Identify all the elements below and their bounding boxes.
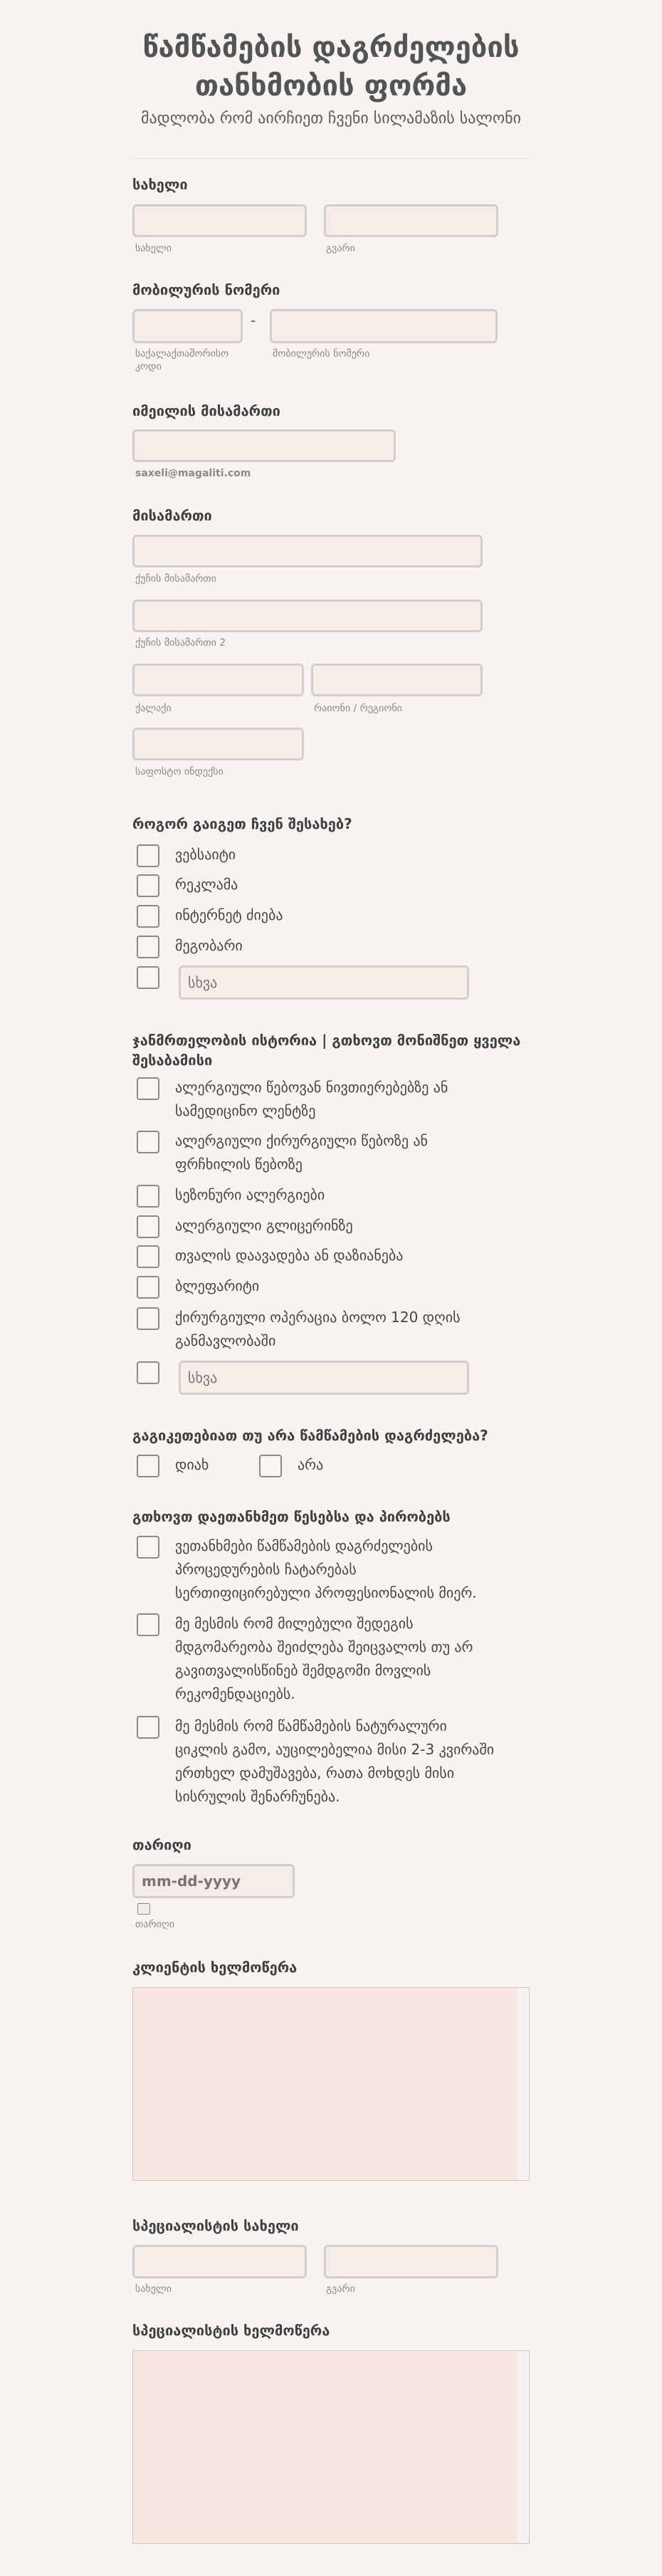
health-seasonal-allergy-label: სეზონური ალერგიები xyxy=(175,1186,325,1203)
health-glycerin-allergy-checkbox[interactable] xyxy=(137,1215,159,1238)
referral-ad-checkbox[interactable] xyxy=(137,874,159,897)
terms-refill-text-line4: სისრულის შენარჩუნება. xyxy=(175,1788,340,1805)
terms-consent-text-line3: სერთიფიცირებული პროფესიონალის მიერ. xyxy=(175,1584,477,1601)
terms-aftercare-text-line3: გავითვალისწინებ შემდგომი მოვლის xyxy=(175,1662,431,1679)
health-adhesive-allergy-label-line1: ალერგიული წებოვან ნივთიერებებზე ან xyxy=(175,1079,448,1096)
terms-aftercare-text-line4: რეკომენდაციებს. xyxy=(175,1685,295,1702)
area-code-input[interactable] xyxy=(132,309,243,343)
health-eye-disease-label: თვალის დაავადება ან დაზიანება xyxy=(175,1247,404,1264)
health-seasonal-allergy-checkbox[interactable] xyxy=(137,1185,159,1208)
referral-other-input[interactable] xyxy=(179,965,469,1000)
referral-label: როგორ გაიგეთ ჩვენ შესახებ? xyxy=(132,815,352,832)
health-adhesive-allergy-label-line2: სამედიცინო ლენტზე xyxy=(175,1102,316,1119)
referral-search-checkbox[interactable] xyxy=(137,905,159,928)
street-address2-input[interactable] xyxy=(132,600,483,632)
terms-label: გთხოვთ დაეთანხმეთ წესებსა და პირობებს xyxy=(132,1508,451,1525)
area-code-sublabel: საქალაქთაშორისო კოდი xyxy=(135,348,229,372)
health-surgical-glue-checkbox[interactable] xyxy=(137,1131,159,1153)
extended-yes-checkbox[interactable] xyxy=(137,1455,159,1477)
extended-no-checkbox[interactable] xyxy=(259,1455,282,1477)
client-signature-scrollbar xyxy=(517,1988,529,2180)
city-sublabel: ქალაქი xyxy=(135,703,172,714)
health-other-checkbox[interactable] xyxy=(137,1361,159,1384)
health-adhesive-allergy-checkbox[interactable] xyxy=(137,1077,159,1100)
specialist-last-name-input[interactable] xyxy=(324,2245,498,2278)
zip-sublabel: საფოსტო ინდექსი xyxy=(135,766,224,777)
specialist-first-name-input[interactable] xyxy=(132,2245,307,2278)
date-sublabel: თარიღი xyxy=(135,1919,174,1930)
phone-number-sublabel: მობილურის ნომერი xyxy=(273,348,370,360)
referral-ad-label: რეკლამა xyxy=(175,876,238,893)
region-input[interactable] xyxy=(311,664,483,696)
last-name-sublabel: გვარი xyxy=(326,243,355,254)
name-label: სახელი xyxy=(132,176,188,193)
form-title-line2: თანხმობის ფორმა xyxy=(194,70,468,103)
last-name-input[interactable] xyxy=(324,204,498,237)
zip-input[interactable] xyxy=(132,728,304,760)
terms-consent-text-line2: პროცედურების ჩატარებას xyxy=(175,1561,357,1578)
health-label-line2: შესაბამისი xyxy=(132,1052,213,1069)
first-name-input[interactable] xyxy=(132,204,307,237)
address-label: მისამართი xyxy=(132,507,212,524)
phone-number-input[interactable] xyxy=(270,309,498,343)
terms-refill-text-line2: ციკლის გამო, აუცილებელია მისი 2-3 კვირაში xyxy=(175,1741,495,1758)
health-surgical-glue-label-line2: ფრჩხილის წებოზე xyxy=(175,1156,303,1173)
referral-search-label: ინტერნეტ ძიება xyxy=(175,906,283,923)
calendar-icon[interactable] xyxy=(137,1903,150,1915)
terms-refill-text-line1: მე მესმის რომ წამწამების ნატურალური xyxy=(175,1717,447,1734)
health-surgery-label-line1: ქირურგიული ოპერაცია ბოლო 120 დღის xyxy=(175,1309,461,1326)
header-divider xyxy=(132,158,530,159)
extended-no-label: არა xyxy=(298,1456,324,1473)
email-label: იმეილის მისამართი xyxy=(132,402,280,419)
street-address-sublabel: ქუჩის მისამართი xyxy=(135,573,216,585)
terms-refill-checkbox[interactable] xyxy=(137,1716,159,1739)
health-surgery-label-line2: განმავლობაში xyxy=(175,1332,276,1349)
client-signature-pad[interactable] xyxy=(132,1987,530,2181)
referral-website-label: ვებსაიტი xyxy=(175,846,236,863)
specialist-first-name-sublabel: სახელი xyxy=(135,2283,172,2295)
referral-website-checkbox[interactable] xyxy=(137,844,159,867)
extended-yes-label: დიახ xyxy=(175,1456,209,1473)
email-example-sublabel: saxeli@magaliti.com xyxy=(135,468,251,479)
region-sublabel: რაიონი / რეგიონი xyxy=(314,703,402,714)
terms-refill-text-line3: ერთხელ დამუშავება, რათა მოხდეს მისი xyxy=(175,1764,455,1781)
specialist-signature-scrollbar xyxy=(517,2351,529,2543)
email-input[interactable] xyxy=(132,429,396,462)
health-blepharitis-label: ბლეფარიტი xyxy=(175,1277,260,1294)
referral-other-checkbox[interactable] xyxy=(137,966,159,989)
street-address2-sublabel: ქუჩის მისამართი 2 xyxy=(135,637,226,649)
health-blepharitis-checkbox[interactable] xyxy=(137,1276,159,1299)
form-title-line1: წამწამების დაგრძელების xyxy=(142,31,520,64)
extended-before-label: გაგიკეთებიათ თუ არა წამწამების დაგრძელება? xyxy=(132,1427,488,1444)
client-signature-label: კლიენტის ხელმოწერა xyxy=(132,1959,298,1976)
health-surgical-glue-label-line1: ალერგიული ქირურგიული წებოზე ან xyxy=(175,1132,428,1149)
health-surgery-checkbox[interactable] xyxy=(137,1307,159,1330)
phone-dash: - xyxy=(251,312,256,329)
terms-aftercare-text-line2: მდგომარეობა შეიძლება შეიცვალოს თუ არ xyxy=(175,1638,473,1655)
city-input[interactable] xyxy=(132,664,304,696)
health-eye-disease-checkbox[interactable] xyxy=(137,1245,159,1268)
terms-aftercare-checkbox[interactable] xyxy=(137,1613,159,1636)
form-subtitle: მადლობა რომ აირჩიეთ ჩვენი სილამაზის სალონი xyxy=(140,110,522,127)
health-glycerin-allergy-label: ალერგიული გლიცერინზე xyxy=(175,1217,353,1234)
first-name-sublabel: სახელი xyxy=(135,243,172,254)
referral-friend-checkbox[interactable] xyxy=(137,936,159,958)
specialist-last-name-sublabel: გვარი xyxy=(326,2283,355,2295)
terms-consent-text-line1: ვეთანხმები წამწამების დაგრძელების xyxy=(175,1537,433,1554)
specialist-name-label: სპეციალისტის სახელი xyxy=(132,2217,299,2234)
specialist-signature-label: სპეციალისტის ხელმოწერა xyxy=(132,2322,330,2339)
terms-aftercare-text-line1: მე მესმის რომ მილებული შედეგის xyxy=(175,1615,414,1632)
terms-consent-checkbox[interactable] xyxy=(137,1536,159,1559)
health-other-input[interactable] xyxy=(179,1361,469,1395)
health-label-line1: ჯანმრთელობის ისტორია | გთხოვთ მონიშნეთ ყველა xyxy=(132,1032,521,1049)
date-label: თარიღი xyxy=(132,1836,191,1853)
specialist-signature-pad[interactable] xyxy=(132,2350,530,2544)
referral-friend-label: მეგობარი xyxy=(175,937,243,954)
phone-label: მობილურის ნომერი xyxy=(132,281,280,298)
street-address-input[interactable] xyxy=(132,535,483,567)
date-input[interactable] xyxy=(132,1864,295,1898)
